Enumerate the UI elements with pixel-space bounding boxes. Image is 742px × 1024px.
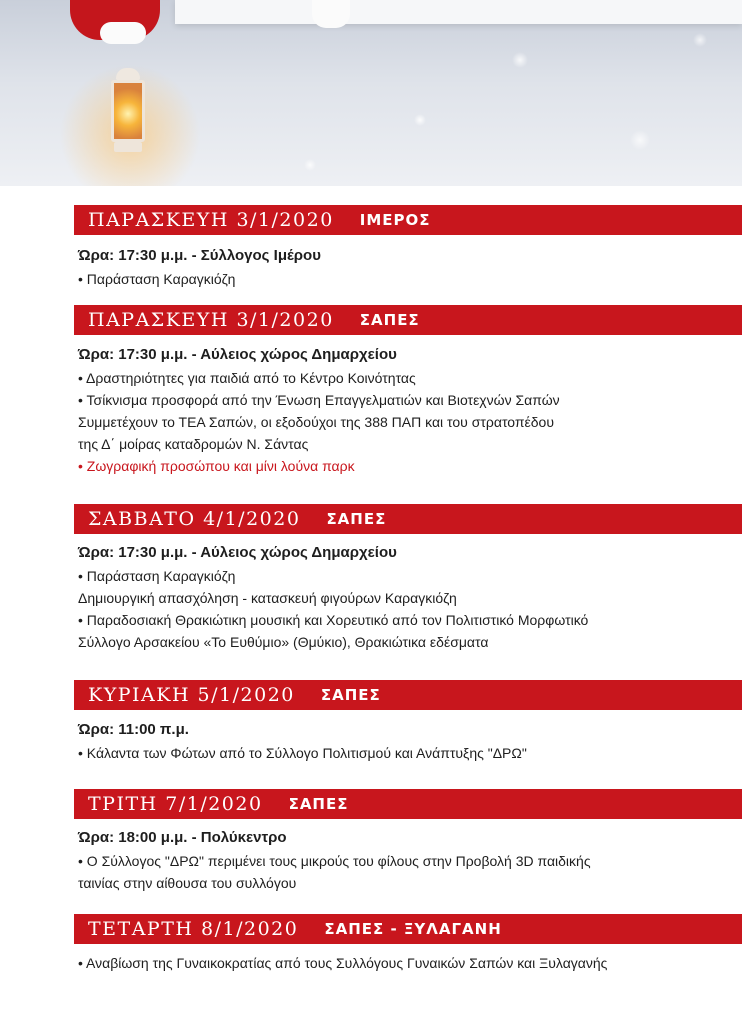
event-details xyxy=(78,542,718,653)
hero-image xyxy=(0,0,742,186)
santa-glove xyxy=(312,0,350,28)
event-place: ΣΑΠΕΣ xyxy=(288,795,349,813)
event-details xyxy=(78,719,718,764)
event-line: • Παραδοσιακή Θρακιώτικη μουσική και Χορευτικό από τον Πολιτιστικό Μορφωτικό xyxy=(78,612,589,628)
event-line: Σύλλογο Αρσακείου «Το Ευθύμιο» (Θμύκιο), Θρακιώτικα εδέσματα xyxy=(78,634,489,650)
sleeve-fur-trim xyxy=(100,22,146,44)
event-place: ΣΑΠΕΣ xyxy=(359,311,420,329)
event-header xyxy=(74,305,742,335)
event-line: Συμμετέχουν το ΤΕΑ Σαπών, οι εξοδούχοι της 388 ΠΑΠ και του στρατοπέδου xyxy=(78,414,554,430)
event-place: ΣΑΠΕΣ xyxy=(320,686,381,704)
event-header xyxy=(74,504,742,534)
event-header xyxy=(74,789,742,819)
event-place: ΙΜΕΡΟΣ xyxy=(359,211,431,229)
event-time: Ώρα: 17:30 μ.μ. - Αύλειος χώρος Δημαρχείου xyxy=(78,544,397,561)
event-details xyxy=(78,827,718,894)
event-header xyxy=(74,914,742,944)
event-date: ΠΑΡΑΣΚΕΥΗ 3/1/2020 xyxy=(88,309,334,331)
event-line: • Ο Σύλλογος "ΔΡΩ" περιμένει τους μικρούς του φίλους στην Προβολή 3D παιδικής xyxy=(78,853,591,869)
event-line-highlight: • Ζωγραφική προσώπου και μίνι λούνα παρκ xyxy=(78,458,355,474)
event-header xyxy=(74,680,742,710)
event-line: • Κάλαντα των Φώτων από το Σύλλογο Πολιτισμού και Ανάπτυξης "ΔΡΩ" xyxy=(78,745,527,761)
event-time: Ώρα: 11:00 π.μ. xyxy=(78,721,189,738)
event-line: • Παράσταση Καραγκιόζη xyxy=(78,568,236,584)
event-line: της Δ΄ μοίρας καταδρομών Ν. Σάντας xyxy=(78,436,309,452)
event-line: • Παράσταση Καραγκιόζη xyxy=(78,271,236,287)
lantern-icon xyxy=(108,68,148,164)
event-details xyxy=(78,245,718,290)
blank-sign xyxy=(175,0,742,24)
event-date: ΣΑΒΒΑΤΟ 4/1/2020 xyxy=(88,508,301,530)
event-details xyxy=(78,952,718,974)
event-line: • Τσίκνισμα προσφορά από την Ένωση Επαγγελματιών και Βιοτεχνών Σαπών xyxy=(78,392,560,408)
event-place: ΣΑΠΕΣ - ΞΥΛΑΓΑΝΗ xyxy=(324,920,502,938)
event-line: ταινίας στην αίθουσα του συλλόγου xyxy=(78,875,297,891)
event-time: Ώρα: 17:30 μ.μ. - Σύλλογος Ιμέρου xyxy=(78,247,321,264)
event-date: ΤΕΤΑΡΤΗ 8/1/2020 xyxy=(88,918,299,940)
event-line: • Αναβίωση της Γυναικοκρατίας από τους Συλλόγους Γυναικών Σαπών και Ξυλαγανής xyxy=(78,955,608,971)
event-line: • Δραστηριότητες για παιδιά από το Κέντρο Κοινότητας xyxy=(78,370,416,386)
event-header xyxy=(74,205,742,235)
event-time: Ώρα: 18:00 μ.μ. - Πολύκεντρο xyxy=(78,829,287,846)
event-date: ΤΡΙΤΗ 7/1/2020 xyxy=(88,793,263,815)
event-time: Ώρα: 17:30 μ.μ. - Αύλειος χώρος Δημαρχείου xyxy=(78,346,397,363)
event-date: ΠΑΡΑΣΚΕΥΗ 3/1/2020 xyxy=(88,209,334,231)
event-place: ΣΑΠΕΣ xyxy=(326,510,387,528)
event-line: Δημιουργική απασχόληση - κατασκευή φιγούρων Καραγκιόζη xyxy=(78,590,457,606)
event-date: ΚΥΡΙΑΚΗ 5/1/2020 xyxy=(88,684,295,706)
event-details xyxy=(78,344,718,477)
